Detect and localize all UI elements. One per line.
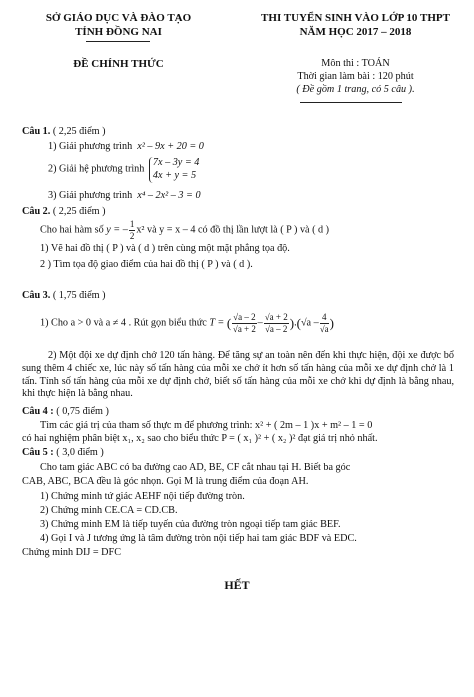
- q1-system: 7x – 3y = 4 4x + y = 5: [149, 157, 199, 183]
- q5-part4: 4) Gọi I và J tương ứng là tâm đường tròn nội tiếp hai tam giác BDF và EDC.: [40, 533, 357, 544]
- q4-heading: Câu 4 : ( 0,75 điểm ): [22, 406, 109, 417]
- department-line1: SỞ GIÁO DỤC VÀ ĐÀO TẠO: [45, 12, 192, 24]
- q4-text1: Tìm các giá trị của tham số thực m để phương trình: x² + ( 2m – 1 )x + m² – 1 = 0: [40, 420, 373, 431]
- q1-part1: 1) Giải phương trình x² – 9x + 20 = 0: [48, 141, 204, 152]
- q5-part1: 1) Chứng minh tứ giác AEHF nội tiếp đường tròn.: [40, 491, 245, 502]
- q5-intro2: CAB, ABC, BCA đều là góc nhọn. Gọi M là trung điểm của đoạn AH.: [22, 476, 309, 487]
- q1-part3: 3) Giải phương trình x⁴ – 2x² – 3 = 0: [48, 190, 201, 201]
- pages-note: ( Đề gồm 1 trang, có 5 câu ).: [296, 84, 415, 95]
- q5-part3: 3) Chứng minh EM là tiếp tuyến của đường tròn ngoại tiếp tam giác BEF.: [40, 519, 341, 530]
- duration: Thời gian làm bài : 120 phút: [297, 71, 414, 82]
- q5-part2: 2) Chứng minh CE.CA = CD.CB.: [40, 505, 178, 516]
- exam-title: THI TUYỂN SINH VÀO LỚP 10 THPT: [261, 12, 450, 24]
- q3-heading: Câu 3. ( 1,75 điểm ): [22, 290, 106, 301]
- q2-part1: 1) Vẽ hai đồ thị ( P ) và ( d ) trên cùng một mặt phẳng tọa độ.: [40, 243, 290, 254]
- q4-text2: có hai nghiệm phân biệt x₁, x₂ sao cho biểu thức P = ( x₁ )² + ( x₂ )² đạt giá trị nhỏ nhất.: [22, 433, 378, 444]
- q2-part2: 2 ) Tìm tọa độ giao điểm của hai đồ thị ( P ) và ( d ).: [40, 259, 253, 270]
- subject: Môn thi : TOÁN: [321, 58, 390, 69]
- q2-fraction: $\frac{1}{2}$: [129, 219, 135, 242]
- department-line2: TỈNH ĐỒNG NAI: [75, 26, 162, 38]
- school-year: NĂM HỌC 2017 – 2018: [299, 26, 412, 38]
- q5-intro1: Cho tam giác ABC có ba đường cao AD, BE, CF cắt nhau tại H. Biết ba góc: [40, 462, 351, 473]
- official-label: ĐỀ CHÍNH THỨC: [73, 58, 164, 70]
- q5-heading: Câu 5 : ( 3,0 điểm ): [22, 447, 104, 458]
- q3-part2: 2) Một đội xe dự định chở 120 tấn hàng. Để tăng sự an toàn nên đến khi thực hiện, đội xe được bổ sung thêm 4 chiếc xe, lúc này số tấn hàng của mỗi xe chở ít hơn số tấn hàng của mỗi xe dự định chở là 1 tấn. Tính số tấn hàng của mỗi xe dự định chở, biết số tấn hàng của mỗi xe chở khi dự định là bằng nhau, khi thực hiện là bằng nhau.: [22, 350, 454, 400]
- q1-part2: 2) Giải hệ phương trình 7x – 3y = 4 4x + y = 5: [48, 157, 200, 181]
- end-mark: HẾT: [224, 578, 250, 592]
- q2-intro: Cho hai hàm số y = – $\frac{1}{2}$ x² và y = x – 4 có đồ thị lần lượt là ( P ) và ( d ): [40, 219, 330, 242]
- q3-part1: 1) Cho a > 0 và a ≠ 4 . Rút gọn biểu thức T = ( $\frac{√a - 2}{√a + 2}$ – $\frac{√a + 2}{√a - 2}$ ).(√a – $\frac{4}{√a}$ ): [40, 312, 334, 335]
- q5-part4-conclusion: Chứng minh DIJ = DFC: [22, 547, 122, 558]
- q1-heading: Câu 1. ( 2,25 điểm ): [22, 126, 106, 137]
- header-rule-right: [300, 102, 402, 103]
- header-rule-left: [86, 41, 150, 42]
- q2-heading: Câu 2. ( 2,25 điểm ): [22, 206, 106, 217]
